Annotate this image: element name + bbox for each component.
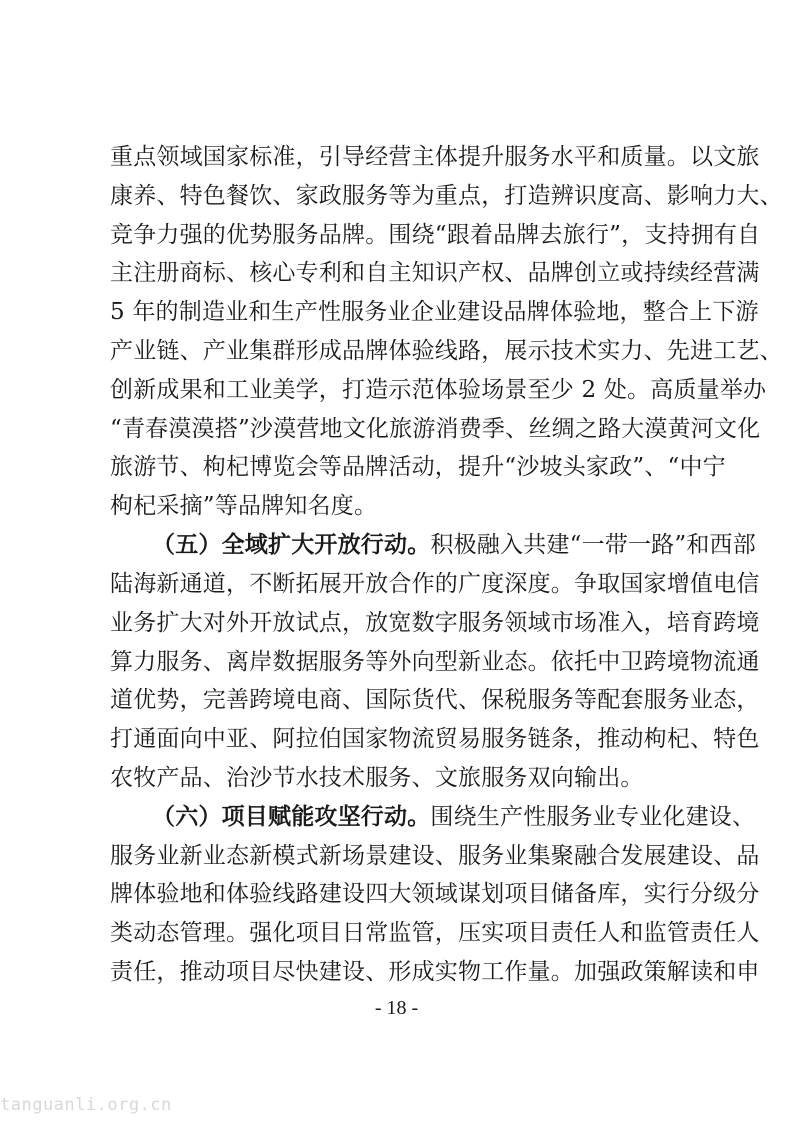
section-six-heading: （六）项目赋能攻坚行动。 xyxy=(152,802,431,830)
paragraph-line: 康养、特色餐饮、家政服务等为重点，打造辨识度高、影响力大、 xyxy=(110,182,783,209)
paragraph-line: 打通面向中亚、阿拉伯国家物流贸易服务链条，推动枸杞、特色 xyxy=(110,726,760,753)
paragraph-line: 道优势，完善跨境电商、国际货代、保税服务等配套服务业态， xyxy=(110,687,760,714)
site-watermark: tanguanli.org.cn xyxy=(0,1095,172,1115)
paragraph-line: 创新成果和工业美学，打造示范体验场景至少 2 处。高质量举办 xyxy=(110,376,767,403)
paragraph-line: 算力服务、离岸数据服务等外向型新业态。依托中卫跨境物流通 xyxy=(110,648,760,675)
paragraph-line: 农牧产品、治沙节水技术服务、文旅服务双向输出。 xyxy=(110,764,644,791)
paragraph-line: 业务扩大对外开放试点，放宽数字服务领域市场准入，培育跨境 xyxy=(110,609,760,636)
section-five-intro: 积极融入共建“一带一路”和西部 xyxy=(430,532,756,559)
paragraph-line: 旅游节、枸杞博览会等品牌活动，提升“沙坡头家政”、“中宁 xyxy=(110,454,726,481)
paragraph-line: 竞争力强的优势服务品牌。围绕“跟着品牌去旅行”，支持拥有自 xyxy=(110,221,761,248)
paragraph-line: “青春漠漠搭”沙漠营地文化旅游消费季、丝绸之路大漠黄河文化 xyxy=(110,415,761,442)
paragraph-line: 重点领域国家标准，引导经营主体提升服务水平和质量。以文旅 xyxy=(110,144,760,170)
paragraph-line: 产业链、产业集群形成品牌体验线路，展示技术实力、先进工艺、 xyxy=(110,338,783,365)
page-number: - 18 - xyxy=(374,997,419,1019)
paragraph-line: 牌体验地和体验线路建设四大领域谋划项目储备库，实行分级分 xyxy=(110,881,760,908)
paragraph-line: 枸杞采摘”等品牌知名度。 xyxy=(110,493,378,520)
paragraph-line: 类动态管理。强化项目日常监管，压实项目责任人和监管责任人 xyxy=(110,920,760,947)
paragraph-line: 主注册商标、核心专利和自主知识产权、品牌创立或持续经营满 xyxy=(110,260,760,287)
section-six-intro: 围绕生产性服务业专业化建设、 xyxy=(430,803,756,830)
section-six-first-line xyxy=(152,798,756,837)
paragraph-line: 服务业新业态新模式新场景建设、服务业集聚融合发展建设、品 xyxy=(110,842,760,869)
paragraph-line: 陆海新通道，不断拓展开放合作的广度深度。争取国家增值电信 xyxy=(110,570,760,597)
paragraph-line: 责任，推动项目尽快建设、形成实物工作量。加强政策解读和申 xyxy=(110,959,760,985)
paragraph-line: 5 年的制造业和生产性服务业企业建设品牌体验地，整合上下游 xyxy=(110,299,759,326)
section-five-first-line xyxy=(152,526,756,565)
section-five-heading: （五）全域扩大开放行动。 xyxy=(152,531,431,559)
